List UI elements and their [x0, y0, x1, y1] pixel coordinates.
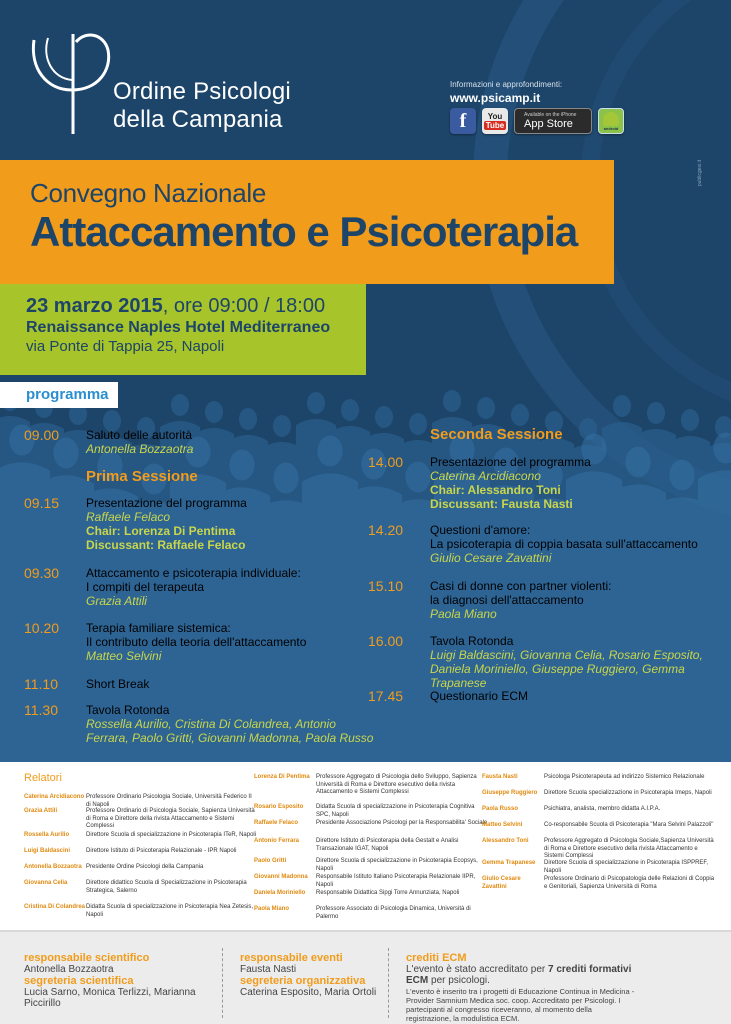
org-name	[113, 78, 291, 134]
event-speaker: Raffaele Felaco	[86, 510, 171, 524]
info-label: Informazioni e approfondimenti:	[450, 80, 563, 89]
appstore-big-text: App Store	[524, 118, 573, 130]
event-body	[430, 689, 720, 703]
event-speaker: Caterina Arcidiacono	[430, 469, 541, 483]
event-discussant: Discussant: Raffaele Felaco	[86, 538, 246, 552]
event-title-line: Casi di donne con partner violenti:	[430, 579, 612, 593]
relatore-role: Psichiatra, analista, membro didatta A.I.P.A.	[544, 806, 661, 812]
event-title-line: La psicoterapia di coppia basata sull'attaccamento	[430, 537, 698, 551]
app-store-badge[interactable]	[514, 108, 592, 134]
first-session-heading: Prima Sessione	[86, 468, 198, 485]
event-time: 11.30	[24, 702, 58, 718]
relatore-name: Caterina Arcidiacono	[24, 794, 85, 800]
resp-sci-label: responsabile scientifico	[24, 952, 150, 964]
programma-tab: programma	[0, 382, 118, 408]
relatore-role: Presidente Associazione Psicologi per la Responsabilita' Sociale	[316, 820, 488, 826]
footer	[0, 930, 731, 1024]
event-time: 11.10	[24, 676, 58, 692]
android-label: android	[603, 125, 619, 131]
event-hours: , ore 09:00 / 18:00	[162, 295, 326, 317]
event-time: 09.30	[24, 565, 60, 581]
event-title-line: Presentazione del programma	[430, 455, 591, 469]
youtube-icon[interactable]	[482, 108, 508, 134]
event-chair: Chair: Lorenza Di Pentima	[86, 524, 236, 538]
relatore-name: Paolo Gritti	[254, 858, 287, 864]
event-venue: Renaissance Naples Hotel Mediterraneo	[26, 319, 331, 336]
event-time: 14.00	[368, 454, 404, 470]
event-date-line	[26, 294, 366, 318]
event-speaker: Giulio Cesare Zavattini	[430, 551, 552, 565]
ecm-credits: 7 crediti formativi ECM	[406, 964, 632, 986]
title-banner	[0, 160, 614, 284]
event-body	[430, 634, 720, 690]
psi-logo-icon	[28, 28, 118, 138]
relatore-role: Presidente Ordine Psicologi della Campania	[86, 864, 204, 870]
event-body	[430, 455, 720, 511]
relatore-role: Psicologa Psicoterapeuta ad indirizzo Sistemico Relazionale	[544, 774, 705, 780]
event-body	[86, 677, 376, 691]
relatore-role: Professore Aggregato di Psicologia Sociale,Sapienza Università di Roma e Direttore esecutivo della rivista Attaccamento e Sistemi Complessi	[544, 838, 714, 859]
relatore-name: Giovanni Madonna	[254, 874, 308, 880]
event-subtitle: Convegno Nazionale	[30, 178, 266, 208]
relatore-role: Direttore Istituto di Psicoterapia Relazionale - IPR Napoli	[86, 848, 237, 854]
event-title-line: la diagnosi dell'attaccamento	[430, 593, 584, 607]
resp-ev-value: Fausta Nasti	[240, 964, 297, 975]
relatore-name: Giulio Cesare Zavattini	[482, 876, 521, 890]
relatore-role: Direttore Scuola specializzazione in Psicoterapia Imeps, Napoli	[544, 790, 712, 796]
relatore-name: Giuseppe Ruggiero	[482, 790, 538, 796]
relatore-role: Responsabile Didattica Sipgi Torre Annunziata, Napoli	[316, 890, 460, 896]
relatore-role: Direttore Istituto di Psicoterapia della Gestalt e Analisi Transazionale IGAT, Napoli	[316, 838, 459, 852]
facebook-icon[interactable]: f	[450, 108, 476, 134]
event-time: 09.15	[24, 495, 60, 511]
relatore-name: Antonio Ferrara	[254, 838, 300, 844]
event-time: 14.20	[368, 522, 404, 538]
seg-org-label: segreteria organizzativa	[240, 975, 366, 987]
event-time: 09.00	[24, 427, 60, 443]
youtube-tube: Tube	[485, 121, 505, 130]
event-title-line: Tavola Rotonda	[430, 634, 514, 648]
relatore-name: Antonella Bozzaotra	[24, 864, 82, 870]
event-time: 16.00	[368, 633, 404, 649]
event-title-line: Questioni d'amore:	[430, 523, 531, 537]
event-body	[86, 428, 376, 456]
relatore-name: Cristina Di Colandrea	[24, 904, 86, 910]
event-title: Attaccamento e Psicoterapia	[30, 208, 578, 255]
relatore-role: Professore Ordinario di Psicologia Sociale, Sapienza Università di Roma e Direttore della rivista Attaccamento e Sistemi Complessi	[86, 808, 255, 829]
event-speaker: Grazia Attili	[86, 594, 147, 608]
event-chair: Chair: Alessandro Toni	[430, 483, 561, 497]
social-links	[450, 108, 624, 134]
event-body	[86, 621, 376, 663]
relatore-role: Co-responsabile Scuola di Psicoterapia "Mara Selvini Palazzoli"	[544, 822, 714, 828]
event-title-line: Terapia familiare sistemica:	[86, 621, 231, 635]
event-address: via Ponte di Tappia 25, Napoli	[26, 338, 225, 355]
relatore-role: Direttore Scuola di specializzazione in Psicoterapia ITeR, Napoli	[86, 832, 257, 838]
seg-org-value: Caterina Esposito, Maria Ortoli	[240, 987, 377, 998]
date-venue-banner	[0, 284, 366, 375]
footer-col-events	[240, 952, 390, 998]
relatore-name: Fausta Nasti	[482, 774, 518, 780]
relatore-name: Gemma Trapanese	[482, 860, 536, 866]
second-session-heading: Seconda Sessione	[430, 426, 563, 443]
event-speaker: Paola Miano	[430, 607, 497, 621]
event-time: 15.10	[368, 578, 404, 594]
event-body	[86, 703, 376, 745]
relatore-name: Grazia Attili	[24, 808, 58, 814]
event-speaker: Luigi Baldascini, Giovanna Celia, Rosario Esposito, Daniela Moriniello, Giuseppe Ruggiero, Gemma Trapanese	[430, 648, 703, 690]
event-body	[430, 579, 720, 621]
event-title-line: Saluto delle autorità	[86, 428, 193, 442]
footer-col-ecm	[406, 952, 636, 1023]
org-name-line2: della Campania	[113, 106, 283, 133]
seg-sci-label: segreteria scientifica	[24, 975, 134, 987]
resp-sci-value: Antonella Bozzaotra	[24, 964, 114, 975]
relatore-role: Professore Ordinario di Psicopatologia delle Relazioni di Coppia e Genitoriali, Sapienza Università di Roma	[544, 876, 715, 890]
android-icon[interactable]	[598, 108, 624, 134]
ecm-text: L'evento è inserito tra i progetti di Educazione Continua in Medicina - Provider Samnium Medica soc. coop. Accreditato per Psicologi. I partecipanti al congresso riceveranno, al momento della registrazione, la modulistica ECM.	[406, 987, 635, 1023]
youtube-you: You	[487, 112, 503, 121]
android-robot-icon	[603, 112, 619, 126]
relatore-role: Didatta Scuola di specializzazione in Psicoterapia Cognitiva SPC, Napoli	[316, 804, 475, 818]
relatore-name: Rosario Esposito	[254, 804, 304, 810]
event-body	[86, 566, 376, 608]
event-time: 10.20	[24, 620, 60, 636]
footer-divider	[388, 948, 389, 1018]
relatore-role: Didatta Scuola di specializzazione in Psicoterapia Nea Zetesis, Napoli	[86, 904, 254, 918]
event-speaker: Antonella Bozzaotra	[86, 442, 194, 456]
website-link[interactable]: www.psicamp.it	[450, 91, 541, 105]
footer-divider	[222, 948, 223, 1018]
event-body	[86, 496, 376, 552]
ecm-accreditation	[406, 964, 636, 986]
relatore-role: Professore Ordinario Psicologia Sociale, Università Federico II di Napoli	[86, 794, 252, 808]
resp-ev-label: responsabile eventi	[240, 952, 343, 964]
relatore-name: Alessandro Toni	[482, 838, 529, 844]
event-title-line: Presentazione del programma	[86, 496, 247, 510]
relatore-name: Lorenza Di Pentima	[254, 774, 310, 780]
org-name-line1: Ordine Psicologi	[113, 78, 291, 105]
relatore-role: Direttore Scuola di specializzazione in Psicoterapia ISPPREF, Napoli	[544, 860, 709, 874]
relatore-role: Professore Aggregato di Psicologia dello Sviluppo, Sapienza Università di Roma e Direttore esecutivo della rivista Attaccamento e Sistemi Complessi	[316, 774, 477, 795]
ecm-label: crediti ECM	[406, 952, 467, 964]
event-time: 17.45	[368, 688, 404, 704]
appstore-small-text: Available on the iPhone	[524, 112, 577, 118]
event-title-line: Attaccamento e psicoterapia individuale:	[86, 566, 301, 580]
event-title-line: I compiti del terapeuta	[86, 580, 205, 594]
credit-text: publicgesi.it	[697, 160, 703, 187]
relatori-title: Relatori	[24, 772, 62, 784]
relatore-name: Rossella Aurilio	[24, 832, 70, 838]
relatore-name: Raffaele Felaco	[254, 820, 299, 826]
relatore-role: Professore Associato di Psicologia Dinamica, Università di Palermo	[316, 906, 471, 920]
relatore-name: Paola Miano	[254, 906, 290, 912]
event-title-line: Tavola Rotonda	[86, 703, 170, 717]
relatore-role: Direttore didattico Scuola di Specializzazione in Psicoterapia Strategica, Salerno	[86, 880, 247, 894]
info-block	[450, 80, 562, 105]
event-speaker: Matteo Selvini	[86, 649, 162, 663]
seg-sci-value: Lucia Sarno, Monica Terlizzi, Marianna Piccirillo	[24, 987, 196, 1009]
footer-col-scientific	[24, 952, 214, 1009]
relatore-role: Direttore Scuola di specializzazione in Psicoterapia Ecopsys, Napoli	[316, 858, 478, 872]
event-discussant: Discussant: Fausta Nasti	[430, 497, 573, 511]
event-title-line: Questionario ECM	[430, 689, 529, 703]
relatore-name: Matteo Selvini	[482, 822, 523, 828]
relatore-role: Responsabile Istituto Italiano Psicoterapia Relazionale IIPR, Napoli	[316, 874, 476, 888]
event-speaker: Rossella Aurilio, Cristina Di Colandrea, Antonio Ferrara, Paolo Gritti, Giovanni Madonna, Paola Russo	[86, 717, 374, 745]
event-date: 23 marzo 2015	[26, 295, 163, 317]
ecm-post: per psicologi.	[428, 975, 490, 986]
event-title-line: Il contributo della teoria dell'attaccamento	[86, 635, 307, 649]
relatore-name: Luigi Baldascini	[24, 848, 71, 854]
ecm-pre: L'evento è stato accreditato per	[406, 964, 548, 975]
relatori-section	[0, 762, 731, 930]
event-title-line: Short Break	[86, 677, 150, 691]
event-body	[430, 523, 720, 565]
relatore-name: Daniela Moriniello	[254, 890, 306, 896]
relatore-name: Paola Russo	[482, 806, 519, 812]
relatore-name: Giovanna Celia	[24, 880, 68, 886]
